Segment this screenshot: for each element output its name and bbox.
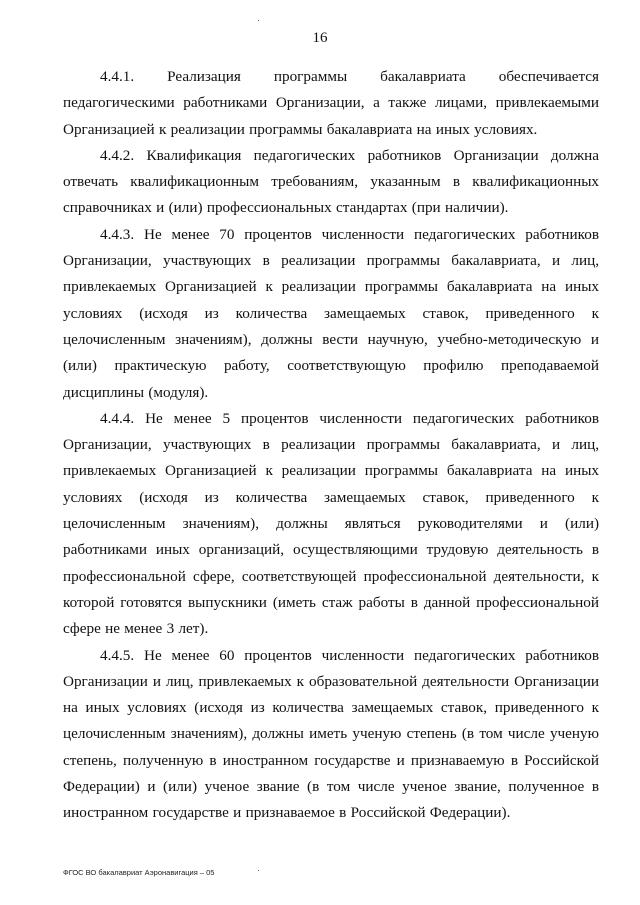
paragraph-4-4-3: 4.4.3. Не менее 70 процентов численности педагогических работников Организации, участвующих в реализации программы бакалавриата, и лиц, привлекаемых Организацией к реализации программы бакалавриата на иных условиях (исходя из количества замещаемых ставок, приведенного к целочисленным значениям), должны вести научную, учебно-методическую и (или) практическую работу, соответствующую профилю преподаваемой дисциплины (модуля). <box>63 225 599 401</box>
document-body <box>63 64 599 827</box>
paragraph-4-4-1: 4.4.1. Реализация программы бакалавриата обеспечивается педагогическими работниками Организации, а также лицами, привлекаемыми Организацией к реализации программы бакалавриата на иных условиях. <box>63 68 599 138</box>
paragraph-4-4-4: 4.4.4. Не менее 5 процентов численности педагогических работников Организации, участвующих в реализации программы бакалавриата, и лиц, привлекаемых Организацией к реализации программы бакалавриата на иных условиях (исходя из количества замещаемых ставок, приведенного к целочисленным значениям), должны являться руководителями и (или) работниками иных организаций, осуществляющими трудовую деятельность в профессиональной сфере, соответствующей профессиональной деятельности, к которой готовятся выпускники (иметь стаж работы в данной профессиональной сфере не менее 3 лет). <box>63 409 599 638</box>
scan-speck <box>258 870 259 871</box>
paragraph-4-4-5: 4.4.5. Не менее 60 процентов численности педагогических работников Организации и лиц, привлекаемых к образовательной деятельности Организации на иных условиях (исходя из количества замещаемых ставок, приведенного к целочисленным значениям), должны иметь ученую степень (в том числе ученую степень, полученную в иностранном государстве и признаваемую в Российской Федерации) и (или) ученое звание (в том числе ученое звание, полученное в иностранном государстве и признаваемое в Российской Федерации). <box>63 646 599 822</box>
footer-document-id: ФГОС ВО бакалавриат Аэронавигация – 05 <box>63 868 215 877</box>
paragraph-4-4-2: 4.4.2. Квалификация педагогических работников Организации должна отвечать квалификационным требованиям, указанным в квалификационных справочниках и (или) профессиональных стандартах (при наличии). <box>63 146 599 217</box>
scan-speck <box>258 20 259 21</box>
page-number: 16 <box>312 30 328 46</box>
